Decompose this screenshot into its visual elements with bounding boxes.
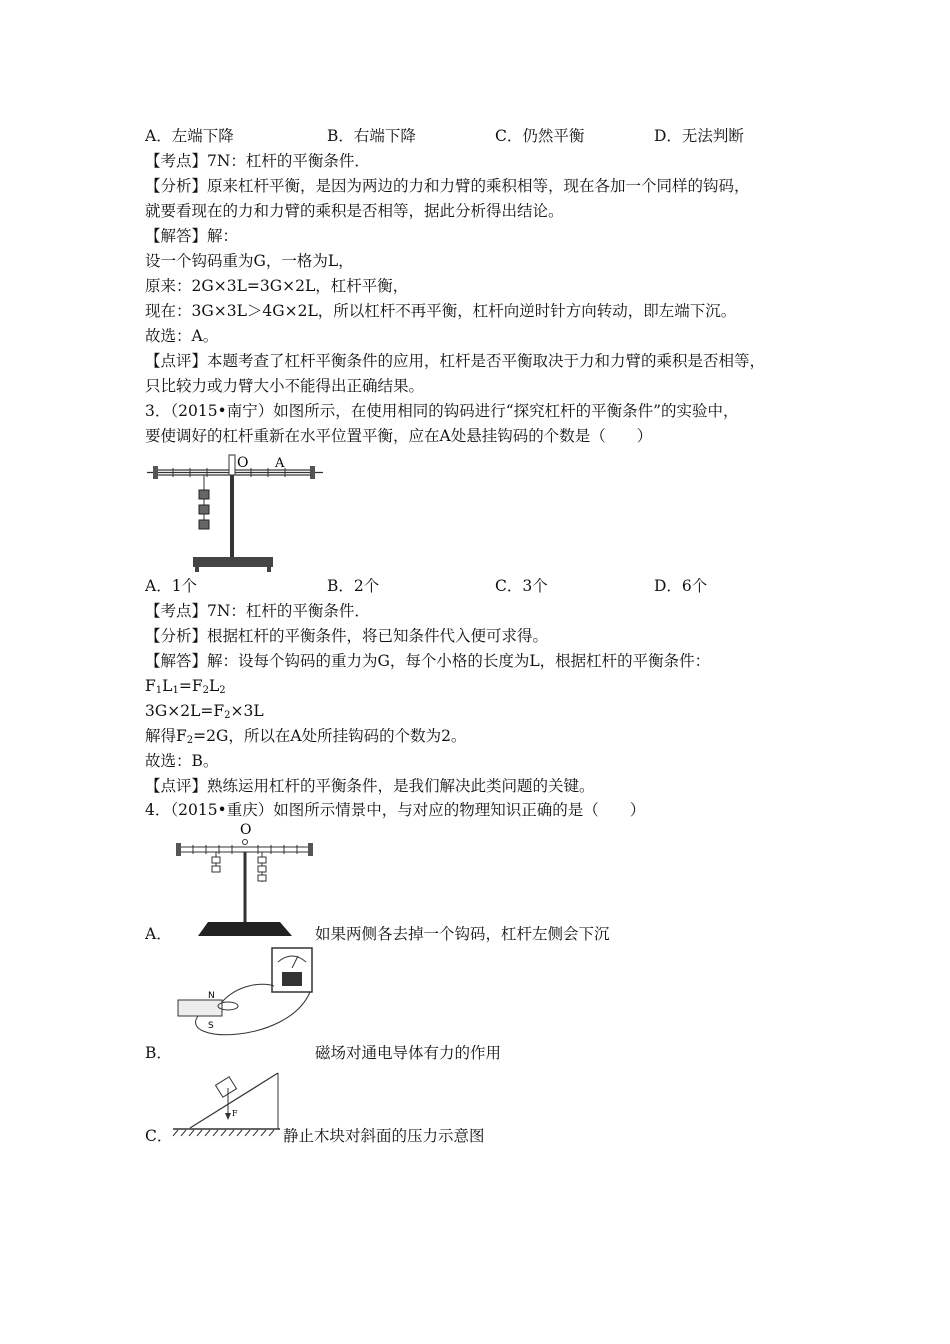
q2-option-c: C．仍然平衡 [495, 127, 585, 145]
q2-solution-line3: 现在：3G×3L＞4G×2L，所以杠杆不再平衡，杠杆向逆时针方向转动，即左端下沉。 [145, 302, 737, 320]
q2-dianping-line2: 只比较力或力臂大小不能得出正确结果。 [145, 377, 425, 395]
q3-equation-2: $3G\times 2L=F_2\times 3L$ [145, 702, 264, 721]
q4-fig-label-f: F [232, 1109, 238, 1118]
q4-option-c-text: 静止木块对斜面的压力示意图 [283, 1127, 485, 1145]
q2-answer: 故选：A。 [145, 327, 219, 345]
q4-fig-label-o: O [240, 822, 252, 838]
q4-option-a-label: A． [145, 925, 172, 943]
q3-answer: 故选：B。 [145, 752, 219, 770]
q2-dianping-line1: 【点评】本题考查了杠杆平衡条件的应用，杠杆是否平衡取决于力和力臂的乘积是否相等， [145, 352, 766, 370]
q2-kaodian: 【考点】7N：杠杆的平衡条件． [145, 152, 370, 170]
q2-option-a: A．左端下降 [145, 127, 234, 145]
q3-fenxi: 【分析】根据杠杆的平衡条件，将已知条件代入便可求得。 [145, 627, 549, 645]
q2-fenxi-line2: 就要看现在的力和力臂的乘积是否相等，据此分析得出结论。 [145, 202, 564, 220]
q2-option-b: B．右端下降 [327, 127, 416, 145]
q4-stem: 4．（2015•重庆）如图所示情景中，与对应的物理知识正确的是（ ） [145, 801, 646, 819]
q2-solution-line1: 设一个钩码重为G，一格为L， [145, 252, 354, 270]
q3-stem-line1: 3．（2015•南宁）如图所示，在使用相同的钩码进行“探究杠杆的平衡条件”的实验中， [145, 402, 739, 420]
q4-b-galvanometer-figure [168, 944, 318, 1044]
q3-option-d: D．6个 [654, 577, 708, 595]
q4-option-b-label: B． [145, 1044, 172, 1062]
q4-fig-label-n: N [208, 991, 215, 1001]
q3-dianping: 【点评】熟练运用杠杆的平衡条件，是我们解决此类问题的关键。 [145, 777, 595, 795]
q3-jieda: 【解答】解：设每个钩码的重力为G，每个小格的长度为L，根据杠杆的平衡条件： [145, 652, 711, 670]
q3-option-b: B．2个 [327, 577, 380, 595]
q4-fig-label-s: S [208, 1021, 214, 1031]
q4-option-a-text: 如果两侧各去掉一个钩码，杠杆左侧会下沉 [315, 925, 610, 943]
q2-solution-line2: 原来：2G×3L=3G×2L，杠杆平衡， [145, 277, 409, 295]
q2-fenxi-line1: 【分析】原来杠杆平衡，是因为两边的力和力臂的乘积相等，现在各加一个同样的钩码， [145, 177, 750, 195]
q4-option-b-text: 磁场对通电导体有力的作用 [315, 1044, 502, 1062]
q3-stem-line2: 要使调好的杠杆重新在水平位置平衡，应在A处悬挂钩码的个数是（ ） [145, 427, 653, 445]
q3-fig-label-o: O [237, 455, 249, 471]
q3-equation-3: 解得$F_2=2G$，所以在A处所挂钩码的个数为2。 [145, 727, 467, 746]
q4-option-c-label: C． [145, 1127, 173, 1145]
q2-jieda: 【解答】解： [145, 227, 239, 245]
q3-fig-label-a: A [275, 456, 285, 471]
q3-equation-1: $F_1L_1=F_2L_2$ [145, 677, 226, 696]
q4-a-lever-figure [168, 820, 318, 938]
q3-lever-figure [145, 450, 325, 575]
q3-option-a: A．1个 [145, 577, 198, 595]
q4-c-incline-figure [168, 1068, 283, 1138]
q2-option-d: D．无法判断 [654, 127, 744, 145]
q3-kaodian: 【考点】7N：杠杆的平衡条件． [145, 602, 370, 620]
q3-option-c: C．3个 [495, 577, 548, 595]
